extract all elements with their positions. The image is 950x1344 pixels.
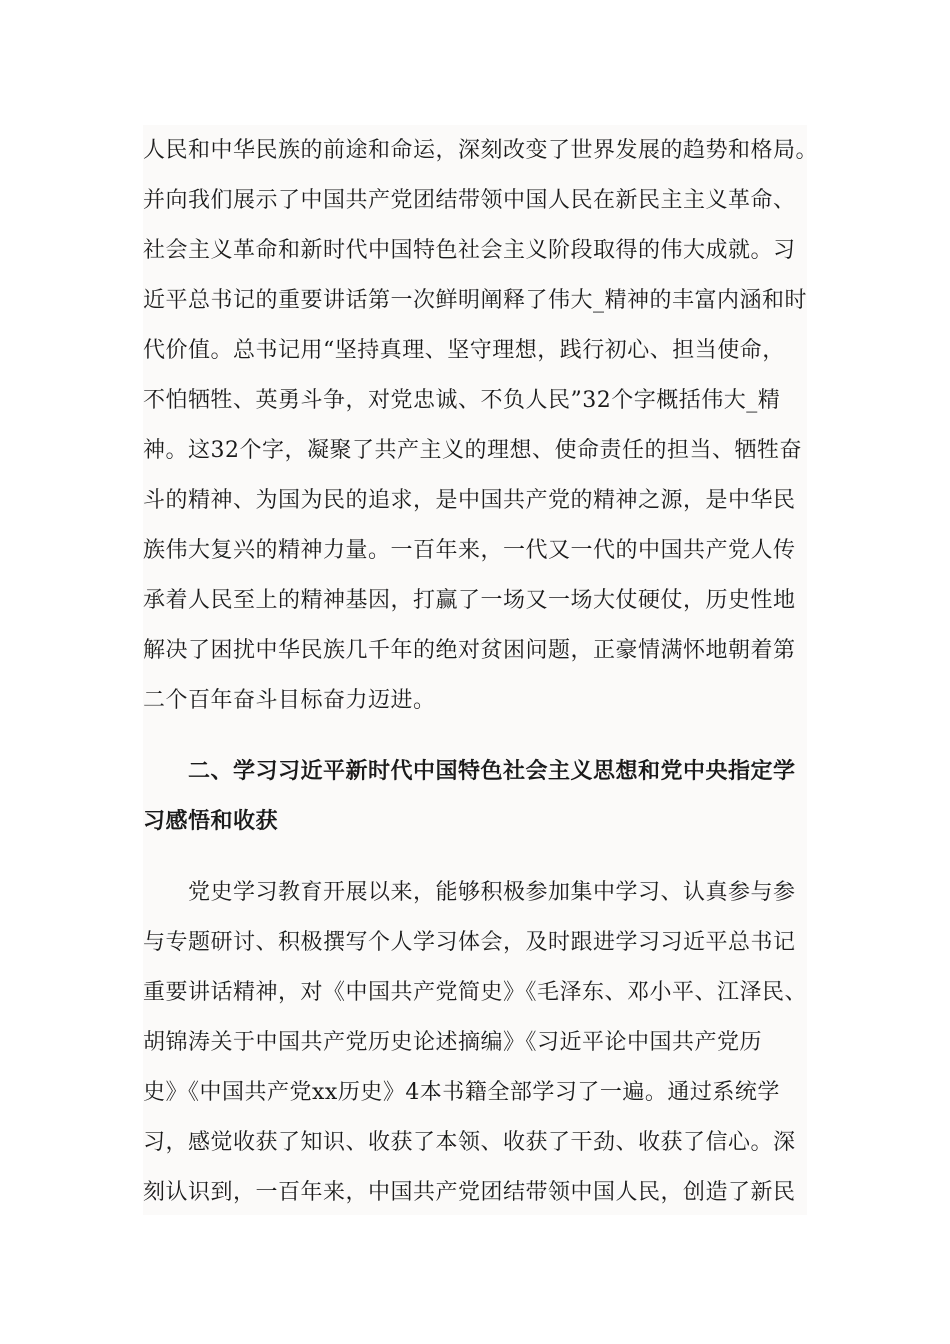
paragraph-line: 重要讲话精神，对《中国共产党简史》《毛泽东、邓小平、江泽民、 <box>143 980 808 1005</box>
paragraph-line: 近平总书记的重要讲话第一次鲜明阐释了伟大_精神的丰富内涵和时 <box>143 288 808 313</box>
paragraph-line: 与专题研讨、积极撰写个人学习体会，及时跟进学习习近平总书记 <box>143 930 796 955</box>
document-body <box>143 125 819 1215</box>
paragraph-line: 代价值。总书记用“坚持真理、坚守理想，践行初心、担当使命， <box>143 338 785 363</box>
paragraph-line: 史》《中国共产党xx历史》4本书籍全部学习了一遍。通过系统学 <box>143 1080 780 1105</box>
paragraph-line: 习，感觉收获了知识、收获了本领、收获了干劲、收获了信心。深 <box>143 1130 796 1155</box>
section-heading: 二、学习习近平新时代中国特色社会主义思想和党中央指定学 <box>188 759 796 784</box>
paragraph-line: 党史学习教育开展以来，能够积极参加集中学习、认真参与参 <box>188 880 796 905</box>
section-heading: 习感悟和收获 <box>143 809 279 834</box>
paragraph-line: 神。这32个字，凝聚了共产主义的理想、使命责任的担当、牺牲奋 <box>143 438 802 463</box>
paragraph-line: 并向我们展示了中国共产党团结带领中国人民在新民主主义革命、 <box>143 188 796 213</box>
paragraph-line: 族伟大复兴的精神力量。一百年来，一代又一代的中国共产党人传 <box>143 538 796 563</box>
paragraph-line: 斗的精神、为国为民的追求，是中国共产党的精神之源，是中华民 <box>143 488 796 513</box>
paragraph-line: 二个百年奋斗目标奋力迈进。 <box>143 688 436 713</box>
paragraph-line: 胡锦涛关于中国共产党历史论述摘编》《习近平论中国共产党历 <box>143 1030 763 1055</box>
paragraph-line: 不怕牺牲、英勇斗争，对党忠诚、不负人民”32个字概括伟大_精 <box>143 388 781 413</box>
paragraph-line: 社会主义革命和新时代中国特色社会主义阶段取得的伟大成就。习 <box>143 238 796 263</box>
paragraph-line: 解决了困扰中华民族几千年的绝对贫困问题，正豪情满怀地朝着第 <box>143 638 796 663</box>
paragraph-line: 人民和中华民族的前途和命运，深刻改变了世界发展的趋势和格局。 <box>143 138 819 163</box>
paragraph-line: 承着人民至上的精神基因，打赢了一场又一场大仗硬仗，历史性地 <box>143 588 796 613</box>
paragraph-line: 刻认识到，一百年来，中国共产党团结带领中国人民，创造了新民 <box>143 1180 796 1205</box>
